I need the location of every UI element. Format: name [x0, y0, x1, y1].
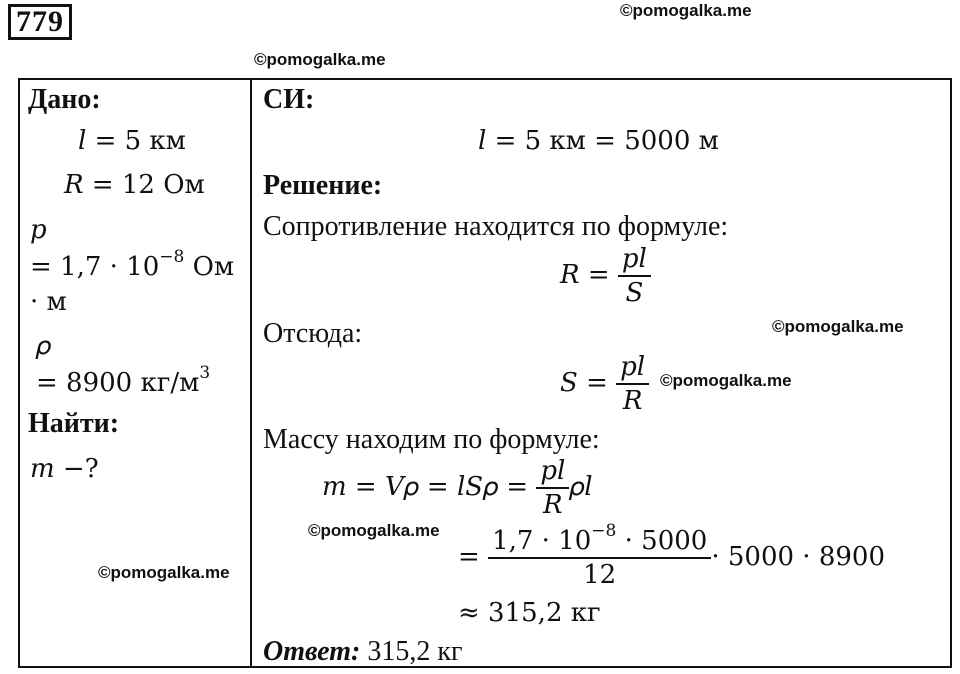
formula-area: 𝑆 = $\frac{\text{𝑝𝑙}}{\text{𝑅}}$: [560, 354, 649, 414]
given-resistivity-value: = $1,7 \cdot 10^{-8}$ Ом: [30, 247, 235, 282]
given-resistance: 𝑅 = 12 Ом: [64, 170, 205, 200]
solution-text-3: Массу находим по формуле:: [263, 424, 600, 455]
si-heading: СИ:: [263, 84, 315, 115]
solution-text-1: Сопротивление находится по формуле:: [263, 211, 729, 242]
given-heading: Дано:: [28, 84, 101, 115]
formula-result: ≈ 315,2 кг: [458, 598, 601, 628]
formula-mass: 𝑚 = 𝑉𝜌 = 𝑙𝑆𝜌 = $\frac{\text{𝑝𝑙}}{\text{𝑅}}$ 𝜌𝑙: [322, 456, 593, 520]
watermark-right: ©pomogalka.me: [772, 317, 904, 336]
solution-heading: Решение:: [263, 170, 383, 201]
answer-value: 315,2 кг: [367, 636, 463, 667]
problem-number: 779: [8, 4, 72, 40]
given-density-value: = 8900 $кг/м^3$: [36, 363, 211, 398]
si-conversion: 𝑙 = 5 км = 5000 м: [478, 126, 719, 156]
given-length: 𝑙 = 5 км: [78, 126, 186, 156]
watermark-top: ©pomogalka.me: [254, 50, 386, 69]
answer-line: [263, 638, 462, 666]
column-divider: [250, 78, 252, 668]
watermark-left: ©pomogalka.me: [98, 563, 230, 582]
given-resistivity-symbol: 𝑝: [30, 215, 47, 245]
formula-calculation: = $\frac{1,7 \cdot 10^{-8} \cdot 5000}{12}$ · 5000 · 8900: [458, 521, 885, 590]
find-value: 𝑚 −?: [30, 454, 99, 484]
find-heading: Найти:: [28, 408, 120, 439]
watermark-center: ©pomogalka.me: [308, 521, 440, 540]
answer-label: Ответ:: [263, 636, 361, 667]
solution-text-2: Отсюда:: [263, 318, 363, 349]
formula-resistance: 𝑅 = $\frac{\text{𝑝𝑙}}{\text{𝑆}}$: [560, 246, 651, 306]
watermark-middle: ©pomogalka.me: [660, 371, 792, 390]
given-resistivity-unit: · м: [30, 287, 67, 317]
given-density-symbol: 𝜌: [36, 331, 51, 361]
watermark-top-right: ©pomogalka.me: [620, 1, 752, 20]
